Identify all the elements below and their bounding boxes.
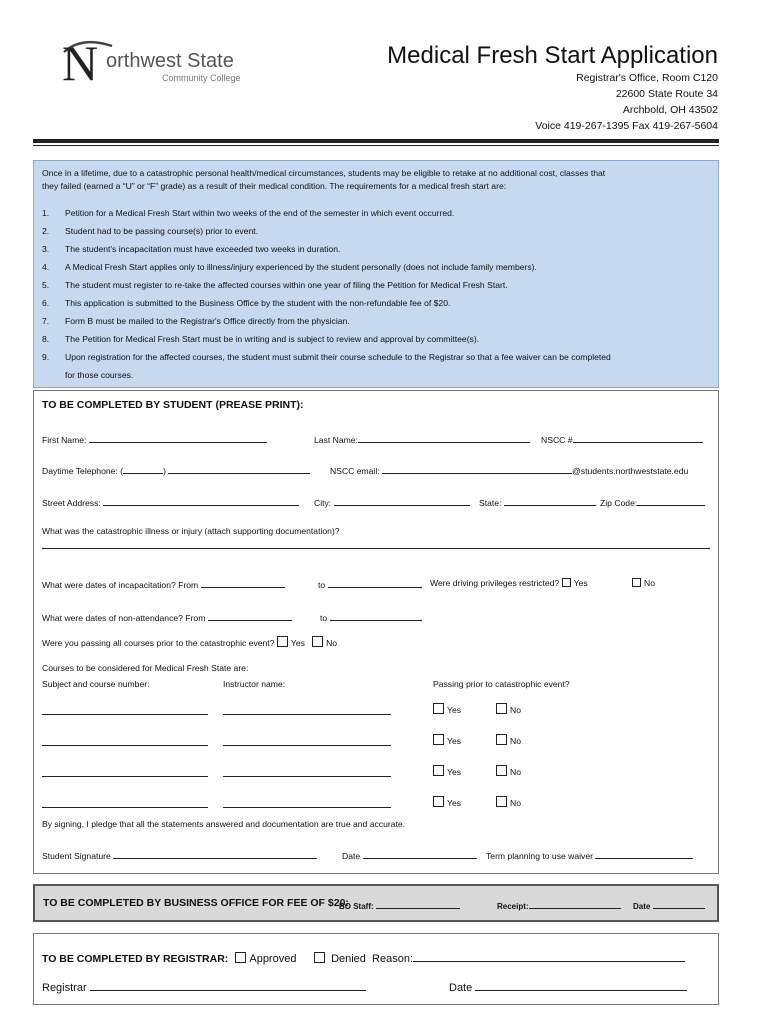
header-rule-thin — [33, 145, 719, 146]
registrar-date-field[interactable] — [475, 981, 687, 991]
nonattend-from-field[interactable] — [208, 611, 292, 621]
courses-intro: Courses to be considered for Medical Fresh State are: — [42, 663, 249, 673]
receipt-field[interactable] — [529, 899, 621, 909]
incap-to-field[interactable] — [328, 578, 422, 588]
address-line: Registrar's Office, Room C120 — [576, 72, 718, 84]
to-label: to — [320, 613, 328, 623]
nscc-number-field[interactable] — [573, 433, 703, 443]
bo-date-label: Date — [633, 902, 651, 911]
subject-column-header: Subject and course number: — [42, 679, 150, 689]
requirement-item: This application is submitted to the Business Office by the student with the non-refundable fee of $20. — [65, 298, 451, 308]
item-number: 7. — [42, 316, 50, 326]
requirement-item: Petition for a Medical Fresh Start within two weeks of the end of the semester in which event occurred. — [65, 208, 455, 218]
yes-label: Yes — [447, 736, 462, 746]
item-number: 4. — [42, 262, 50, 272]
state-label: State: — [479, 498, 502, 508]
course-instructor-field[interactable] — [223, 705, 391, 715]
intro-text: they failed (earned a “U” or “F” grade) as a result of their medical condition. The requirements for a medical fresh start are: — [42, 181, 507, 191]
first-name-field[interactable] — [89, 433, 267, 443]
street-label: Street Address: — [42, 498, 101, 508]
phone-label: Daytime Telephone: ( — [42, 466, 124, 476]
requirement-item: The student's incapacitation must have exceeded two weeks in duration. — [65, 244, 341, 254]
student-heading: TO BE COMPLETED BY STUDENT (PREASE PRINT): — [42, 399, 304, 411]
no-label: No — [510, 736, 521, 746]
phone-field[interactable] — [168, 464, 310, 474]
last-name-label: Last Name: — [314, 435, 358, 445]
approved-checkbox[interactable] — [235, 952, 246, 963]
passing-no-checkbox[interactable] — [312, 636, 323, 647]
registrar-field[interactable] — [90, 981, 366, 991]
requirement-item: The student must register to re-take the affected courses within one year of filing the Petition for Medical Fresh Start. — [65, 280, 508, 290]
course-no-checkbox[interactable] — [496, 703, 507, 714]
business-heading: TO BE COMPLETED BY BUSINESS OFFICE FOR FEE OF $20: — [43, 897, 349, 909]
street-field[interactable] — [103, 496, 299, 506]
phone-paren: ) — [163, 466, 166, 476]
requirement-item: The Petition for Medical Fresh Start must be in writing and is subject to review and approval by committee(s). — [65, 334, 480, 344]
course-yes-checkbox[interactable] — [433, 765, 444, 776]
yes-label: Yes — [573, 578, 588, 588]
item-number: 2. — [42, 226, 50, 236]
course-instructor-field[interactable] — [223, 798, 391, 808]
passing-yes-checkbox[interactable] — [277, 636, 288, 647]
header-rule — [33, 139, 719, 143]
item-number: 5. — [42, 280, 50, 290]
receipt-label: Receipt: — [497, 902, 529, 911]
course-yes-checkbox[interactable] — [433, 703, 444, 714]
registrar-section — [33, 933, 719, 1005]
yes-label: Yes — [447, 767, 462, 777]
bo-staff-label: BO Staff: — [339, 902, 374, 911]
incapacitation-label: What were dates of incapacitation? From — [42, 580, 199, 590]
no-label: No — [510, 767, 521, 777]
denied-checkbox[interactable] — [314, 952, 325, 963]
zip-label: Zip Code: — [600, 498, 638, 508]
last-name-field[interactable] — [358, 433, 530, 443]
passing-column-header: Passing prior to catastrophic event? — [433, 679, 570, 689]
incap-from-field[interactable] — [201, 578, 285, 588]
course-yes-checkbox[interactable] — [433, 734, 444, 745]
course-subject-field[interactable] — [42, 736, 208, 746]
nscc-number-label: NSCC # — [541, 435, 573, 445]
driving-yes-checkbox[interactable] — [562, 578, 571, 587]
state-field[interactable] — [504, 496, 596, 506]
student-section — [33, 390, 719, 874]
item-number: 3. — [42, 244, 50, 254]
address-line: Archbold, OH 43502 — [622, 104, 718, 116]
page-title: Medical Fresh Start Application — [387, 42, 718, 69]
business-office-section — [33, 884, 719, 922]
contact-line: Voice 419-267-1395 Fax 419-267-5604 — [535, 120, 718, 132]
requirement-item: Form B must be mailed to the Registrar's Office directly from the physician. — [65, 316, 350, 326]
course-instructor-field[interactable] — [223, 736, 391, 746]
city-label: City: — [314, 498, 332, 508]
logo-letter: N — [62, 35, 99, 91]
item-number: 9. — [42, 352, 50, 362]
intro-text: Once in a lifetime, due to a catastrophic personal health/medical circumstances, students may be eligible to retake at no additional cost, classes that — [42, 168, 606, 178]
zip-field[interactable] — [637, 496, 705, 506]
item-number: 6. — [42, 298, 50, 308]
yes-label: Yes — [447, 798, 462, 808]
requirement-item-cont: for those courses. — [65, 370, 134, 380]
area-code-field[interactable] — [123, 464, 163, 474]
nonattend-to-field[interactable] — [330, 611, 422, 621]
requirement-item: Student had to be passing course(s) prior to event. — [65, 226, 258, 236]
bo-staff-field[interactable] — [376, 899, 460, 909]
nonattendance-label: What were dates of non-attendance? From — [42, 613, 206, 623]
signature-label: Student Signature — [42, 851, 111, 861]
course-subject-field[interactable] — [42, 705, 208, 715]
yes-label: Yes — [447, 705, 462, 715]
email-domain: @students.northweststate.edu — [572, 466, 689, 476]
denied-label: Denied — [331, 953, 366, 965]
illness-question: What was the catastrophic illness or injury (attach supporting documentation)? — [42, 526, 340, 536]
nscc-email-label: NSCC email: — [330, 466, 380, 476]
requirement-item: Upon registration for the affected courses, the student must submit their course schedule to the Registrar so that a fee waiver can be completed — [65, 352, 611, 362]
nscc-email-field[interactable] — [382, 464, 572, 474]
date-field[interactable] — [363, 849, 477, 859]
city-field[interactable] — [334, 496, 470, 506]
driving-no-checkbox[interactable] — [632, 578, 641, 587]
course-no-checkbox[interactable] — [496, 796, 507, 807]
yes-label: Yes — [290, 638, 305, 648]
no-label: No — [326, 638, 338, 648]
bo-date-field[interactable] — [653, 899, 705, 909]
item-number: 8. — [42, 334, 50, 344]
course-subject-field[interactable] — [42, 798, 208, 808]
item-number: 1. — [42, 208, 50, 218]
reason-field[interactable] — [413, 952, 685, 962]
course-subject-field[interactable] — [42, 767, 208, 777]
passing-question: Were you passing all courses prior to the catastrophic event? — [42, 638, 275, 648]
to-label: to — [318, 580, 326, 590]
logo-name: orthwest State — [106, 50, 234, 72]
driving-question: Were driving privileges restricted? — [430, 578, 560, 588]
term-field[interactable] — [595, 849, 693, 859]
address-line: 22600 State Route 34 — [615, 88, 718, 100]
instructor-column-header: Instructor name: — [223, 679, 286, 689]
pledge-text: By signing, I pledge that all the statements answered and documentation are true and accurate. — [42, 819, 406, 829]
course-no-checkbox[interactable] — [496, 734, 507, 745]
date-label: Date — [342, 851, 361, 861]
illness-field[interactable] — [42, 548, 710, 549]
requirement-item: A Medical Fresh Start applies only to illness/injury experienced by the student personally (does not include family members). — [65, 262, 537, 272]
reason-label: Reason: — [372, 953, 414, 965]
requirements-box — [33, 160, 719, 388]
approved-label: Approved — [249, 953, 297, 965]
registrar-heading: TO BE COMPLETED BY REGISTRAR: — [42, 953, 229, 965]
term-label: Term planning to use waiver — [486, 851, 593, 861]
logo-subtitle: Community College — [162, 73, 241, 83]
first-name-label: First Name: — [42, 435, 87, 445]
course-yes-checkbox[interactable] — [433, 796, 444, 807]
course-no-checkbox[interactable] — [496, 765, 507, 776]
course-instructor-field[interactable] — [223, 767, 391, 777]
signature-field[interactable] — [113, 849, 317, 859]
registrar-label: Registrar — [42, 982, 87, 994]
no-label: No — [510, 705, 521, 715]
registrar-date-label: Date — [449, 982, 473, 994]
no-label: No — [510, 798, 521, 808]
no-label: No — [644, 578, 655, 588]
college-logo — [62, 35, 262, 94]
